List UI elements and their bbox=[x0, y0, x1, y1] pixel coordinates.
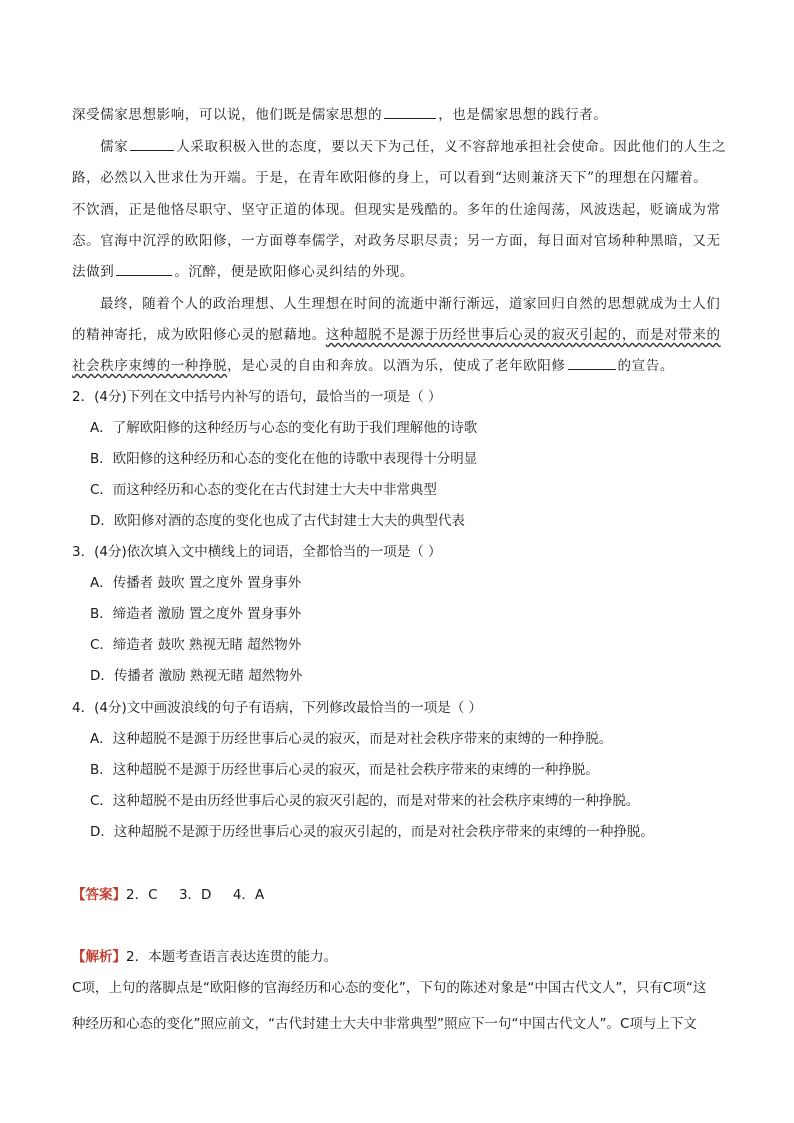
passage-text: 儒家 bbox=[100, 139, 129, 155]
fill-blank bbox=[384, 106, 436, 119]
question-4-option-a: A．这种超脱不是源于历经世事后心灵的寂灭，而是对社会秩序带来的束缚的一种挣脱。 bbox=[90, 731, 613, 747]
passage-line bbox=[72, 103, 607, 123]
passage-line: 路，必然以入世求仕为开端。于是，在青年欧阳修的身上，可以看到“达则兼济天下”的理想在闪耀着。 bbox=[72, 170, 708, 186]
passage-text: 的精神寄托，成为欧阳修心灵的慰藉地。 bbox=[72, 327, 326, 343]
question-3-option-d: D．传播者 激励 熟视无睹 超然物外 bbox=[90, 668, 303, 684]
passage-text: 深受儒家思想影响，可以说，他们既是儒家思想的 bbox=[72, 107, 383, 123]
fill-blank bbox=[130, 138, 174, 151]
passage-line: 不饮酒，正是他恪尽职守、坚守正道的体现。但现实是残酷的。多年的仕途闯荡，风波迭起，贬谪成为常 bbox=[72, 202, 721, 218]
question-2-option-c: C．而这种经历和心态的变化在古代封建士大夫中非常典型 bbox=[90, 482, 437, 498]
question-4-option-c: C．这种超脱不是由历经世事后心灵的寂灭引起的，而是对带来的社会秩序束缚的一种挣脱。 bbox=[90, 793, 640, 809]
passage-line bbox=[72, 323, 721, 343]
question-3-stem: 3．(4分)依次填入文中横线上的词语，全都恰当的一项是（ ） bbox=[72, 544, 442, 560]
answer-text: 2．C 3．D 4．A bbox=[126, 887, 265, 903]
question-4-option-d: D．这种超脱不是源于历经世事后心灵的寂灭引起的，而是对社会秩序带来的束缚的一种挣脱。 bbox=[90, 824, 654, 840]
passage-line bbox=[72, 354, 674, 374]
question-2-stem: 2．(4分)下列在文中括号内补写的语句，最恰当的一项是（ ） bbox=[72, 389, 442, 405]
fill-blank bbox=[568, 357, 616, 370]
explanation-line bbox=[72, 945, 337, 965]
explanation-label: 【解析】 bbox=[72, 949, 126, 965]
passage-text: 。沉醉，便是欧阳修心灵纠结的外现。 bbox=[174, 264, 415, 280]
wavy-underlined-sentence: 这种超脱不是源于历经世事后心灵的寂灭引起的，而是对带来的 bbox=[325, 327, 721, 343]
question-3-option-c: C．缔造者 鼓吹 熟视无睹 超然物外 bbox=[90, 637, 302, 653]
fill-blank bbox=[116, 263, 172, 276]
wavy-underlined-sentence: 社会秩序束缚的一种挣脱 bbox=[72, 358, 228, 374]
question-2-option-b: B．欧阳修的这种经历和心态的变化在他的诗歌中表现得十分明显 bbox=[90, 451, 478, 467]
passage-text: ，是心灵的自由和奔放。以酒为乐，使成了老年欧阳修 bbox=[227, 358, 566, 374]
question-2-option-a: A．了解欧阳修的这种经历与心态的变化有助于我们理解他的诗歌 bbox=[90, 420, 478, 436]
passage-text: ，也是儒家思想的践行者。 bbox=[438, 107, 608, 123]
question-3-option-b: B．缔造者 激励 置之度外 置身事外 bbox=[90, 606, 302, 622]
question-3-option-a: A．传播者 鼓吹 置之度外 置身事外 bbox=[90, 575, 302, 591]
answer-label: 【答案】 bbox=[72, 887, 126, 903]
passage-line bbox=[72, 260, 414, 280]
explanation-line: C项，上句的落脚点是“欧阳修的官海经历和心态的变化”，下句的陈述对象是“中国古代文人”，只有C项“这 bbox=[72, 980, 707, 996]
passage-line bbox=[100, 135, 726, 155]
question-2-option-d: D．欧阳修对酒的态度的变化也成了古代封建士大夫的典型代表 bbox=[90, 513, 465, 529]
question-4-option-b: B．这种超脱不是源于历经世事后心灵的寂灭，而是社会秩序带来的束缚的一种挣脱。 bbox=[90, 762, 599, 778]
passage-text: 人采取积极入世的态度，要以天下为己任，义不容辞地承担社会使命。因此他们的人生之 bbox=[176, 139, 727, 155]
passage-text: 的宣告。 bbox=[617, 358, 674, 374]
explanation-text: 2．本题考查语言表达连贯的能力。 bbox=[126, 949, 338, 965]
answer-line bbox=[72, 883, 264, 903]
explanation-line: 种经历和心态的变化”照应前文，“古代封建士大夫中非常典型”照应下一句“中国古代文人”。C项与上下文 bbox=[72, 1016, 697, 1032]
passage-text: 法做到 bbox=[72, 264, 115, 280]
passage-line: 态。官海中沉浮的欧阳修，一方面尊奉儒学，对政务尽职尽责；另一方面，每日面对官场种种黑暗，又无 bbox=[72, 233, 721, 249]
question-4-stem: 4．(4分)文中画波浪线的句子有语病，下列修改最恰当的一项是（ ） bbox=[72, 700, 483, 716]
passage-line: 最终，随着个人的政治理想、人生理想在时间的流逝中渐行渐远，道家回归自然的思想就成为士人们 bbox=[100, 296, 721, 312]
